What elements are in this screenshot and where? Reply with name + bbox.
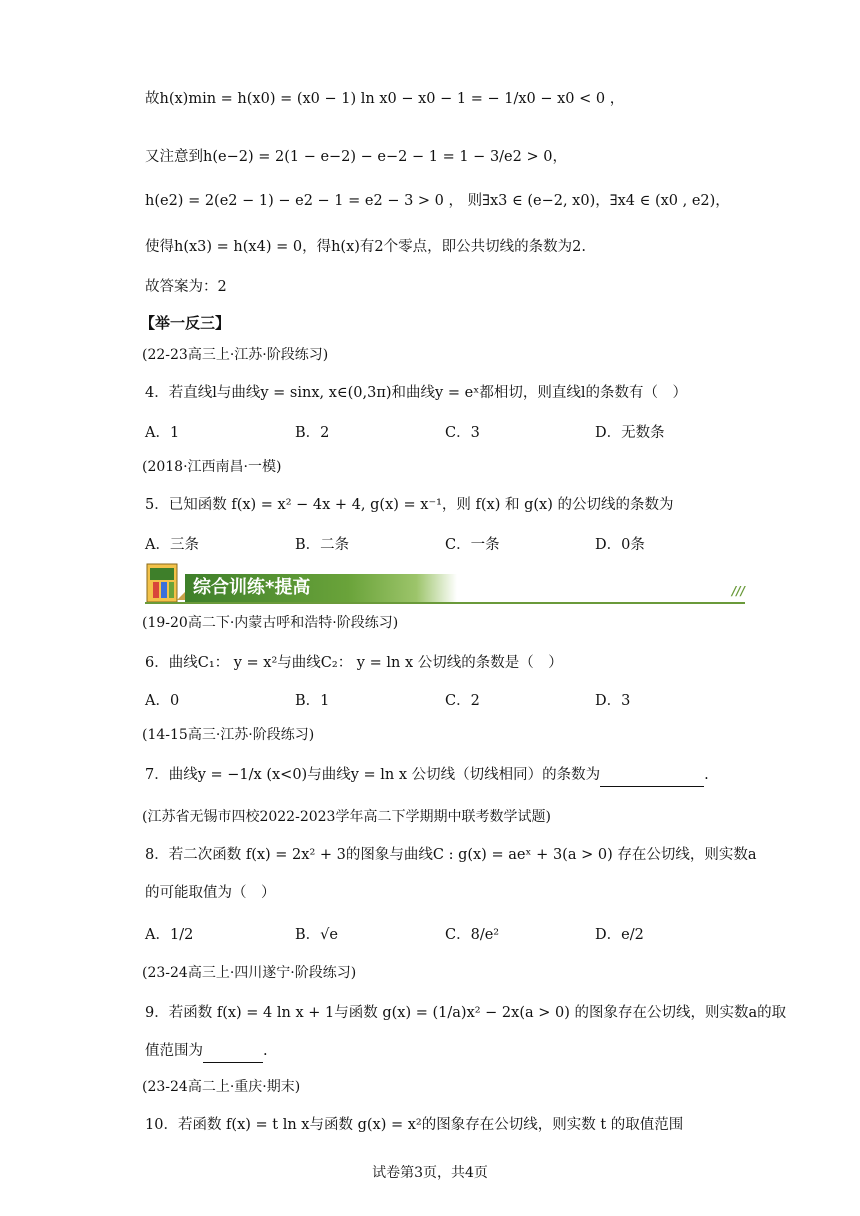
solution-line-4: 使得h(x3) = h(x4) = 0，得h(x)有2个零点，即公共切线的条数为2. bbox=[145, 239, 586, 255]
question-4-option-d: D．无数条 bbox=[595, 425, 665, 441]
question-9-source: (23-24高三上·四川遂宁·阶段练习) bbox=[142, 965, 357, 981]
question-9-stem: 9．若函数 f(x) = 4 ln x + 1与函数 g(x) = (1/a)x² − 2x(a > 0) 的图象存在公切线，则实数a的取 bbox=[145, 1005, 787, 1021]
question-6-source: (19-20高二下·内蒙古呼和浩特·阶段练习) bbox=[142, 615, 399, 631]
answer-blank[interactable] bbox=[600, 764, 704, 787]
question-4-source: (22-23高三上·江苏·阶段练习) bbox=[142, 347, 329, 363]
answer-blank[interactable] bbox=[203, 1040, 263, 1063]
question-5-option-b: B．二条 bbox=[295, 537, 350, 553]
page-footer: 试卷第3页，共4页 bbox=[372, 1165, 488, 1181]
solution-line-2: 又注意到h(e−2) = 2(1 − e−2) − e−2 − 1 = 1 − 3/e2 > 0， bbox=[145, 149, 567, 165]
question-8-option-d: D．e/2 bbox=[595, 927, 644, 943]
question-10-source: (23-24高二上·重庆·期末) bbox=[142, 1079, 301, 1095]
question-6-option-d: D．3 bbox=[595, 693, 631, 709]
question-6-option-a: A．0 bbox=[145, 693, 180, 709]
question-10-stem: 10．若函数 f(x) = t ln x与函数 g(x) = x²的图象存在公切线，则实数 t 的取值范围 bbox=[145, 1117, 684, 1133]
question-9-stem-2: 值范围为 bbox=[145, 1043, 203, 1059]
banner-title: 综合训练*提高 bbox=[185, 574, 457, 602]
section-title: 【举一反三】 bbox=[140, 314, 231, 332]
question-6-option-b: B．1 bbox=[295, 693, 330, 709]
question-8-option-b: B．√e bbox=[295, 927, 338, 943]
question-5-option-c: C．一条 bbox=[445, 537, 500, 553]
banner-slash: /// bbox=[731, 584, 745, 598]
chalkboard-icon bbox=[145, 560, 189, 604]
question-7-stem: 7．曲线y = −1/x (x<0)与曲线y = ln x 公切线（切线相同）的条数为 bbox=[145, 767, 601, 783]
question-7-source: (14-15高三·江苏·阶段练习) bbox=[142, 727, 315, 743]
question-8-source: (江苏省无锡市四校2022-2023学年高二下学期期中联考数学试题) bbox=[142, 809, 551, 825]
question-4-option-b: B．2 bbox=[295, 425, 330, 441]
question-8-option-a: A．1/2 bbox=[145, 927, 194, 943]
solution-line-3: h(e2) = 2(e2 − 1) − e2 − 1 = e2 − 3 > 0 ， 则∃x3 ∈ (e−2, x0)，∃x4 ∈ (x0 , e2)， bbox=[145, 193, 730, 209]
question-7-stem-end: . bbox=[704, 767, 709, 783]
question-4-stem: 4．若直线l与曲线y = sinx, x∈(0,3π)和曲线y = eˣ都相切，则直线l的条数有（ ） bbox=[145, 385, 687, 401]
question-8-stem-2: 的可能取值为（ ） bbox=[145, 885, 276, 901]
question-9-stem-2-end: . bbox=[263, 1043, 268, 1059]
question-8-stem: 8．若二次函数 f(x) = 2x² + 3的图象与曲线C : g(x) = aeˣ + 3(a > 0) 存在公切线，则实数a bbox=[145, 847, 757, 863]
banner-divider bbox=[145, 602, 745, 604]
question-5-source: (2018·江西南昌·一模) bbox=[142, 459, 282, 475]
question-7-line bbox=[145, 764, 709, 787]
question-4-option-a: A．1 bbox=[145, 425, 180, 441]
question-6-option-c: C．2 bbox=[445, 693, 480, 709]
question-8-option-c: C．8/e² bbox=[445, 927, 500, 943]
question-9-line-2 bbox=[145, 1040, 268, 1063]
question-5-stem: 5．已知函数 f(x) = x² − 4x + 4, g(x) = x⁻¹，则 f(x) 和 g(x) 的公切线的条数为 bbox=[145, 497, 674, 513]
solution-line-1: 故h(x)min = h(x0) = (x0 − 1) ln x0 − x0 − 1 = − 1/x0 − x0 < 0 ， bbox=[145, 91, 625, 107]
section-banner bbox=[145, 560, 745, 604]
question-6-stem: 6．曲线C₁： y = x²与曲线C₂： y = ln x 公切线的条数是（ ） bbox=[145, 655, 563, 671]
question-5-option-a: A．三条 bbox=[145, 537, 199, 553]
question-5-option-d: D．0条 bbox=[595, 537, 645, 553]
question-4-option-c: C．3 bbox=[445, 425, 480, 441]
answer-line: 故答案为：2 bbox=[145, 279, 227, 295]
